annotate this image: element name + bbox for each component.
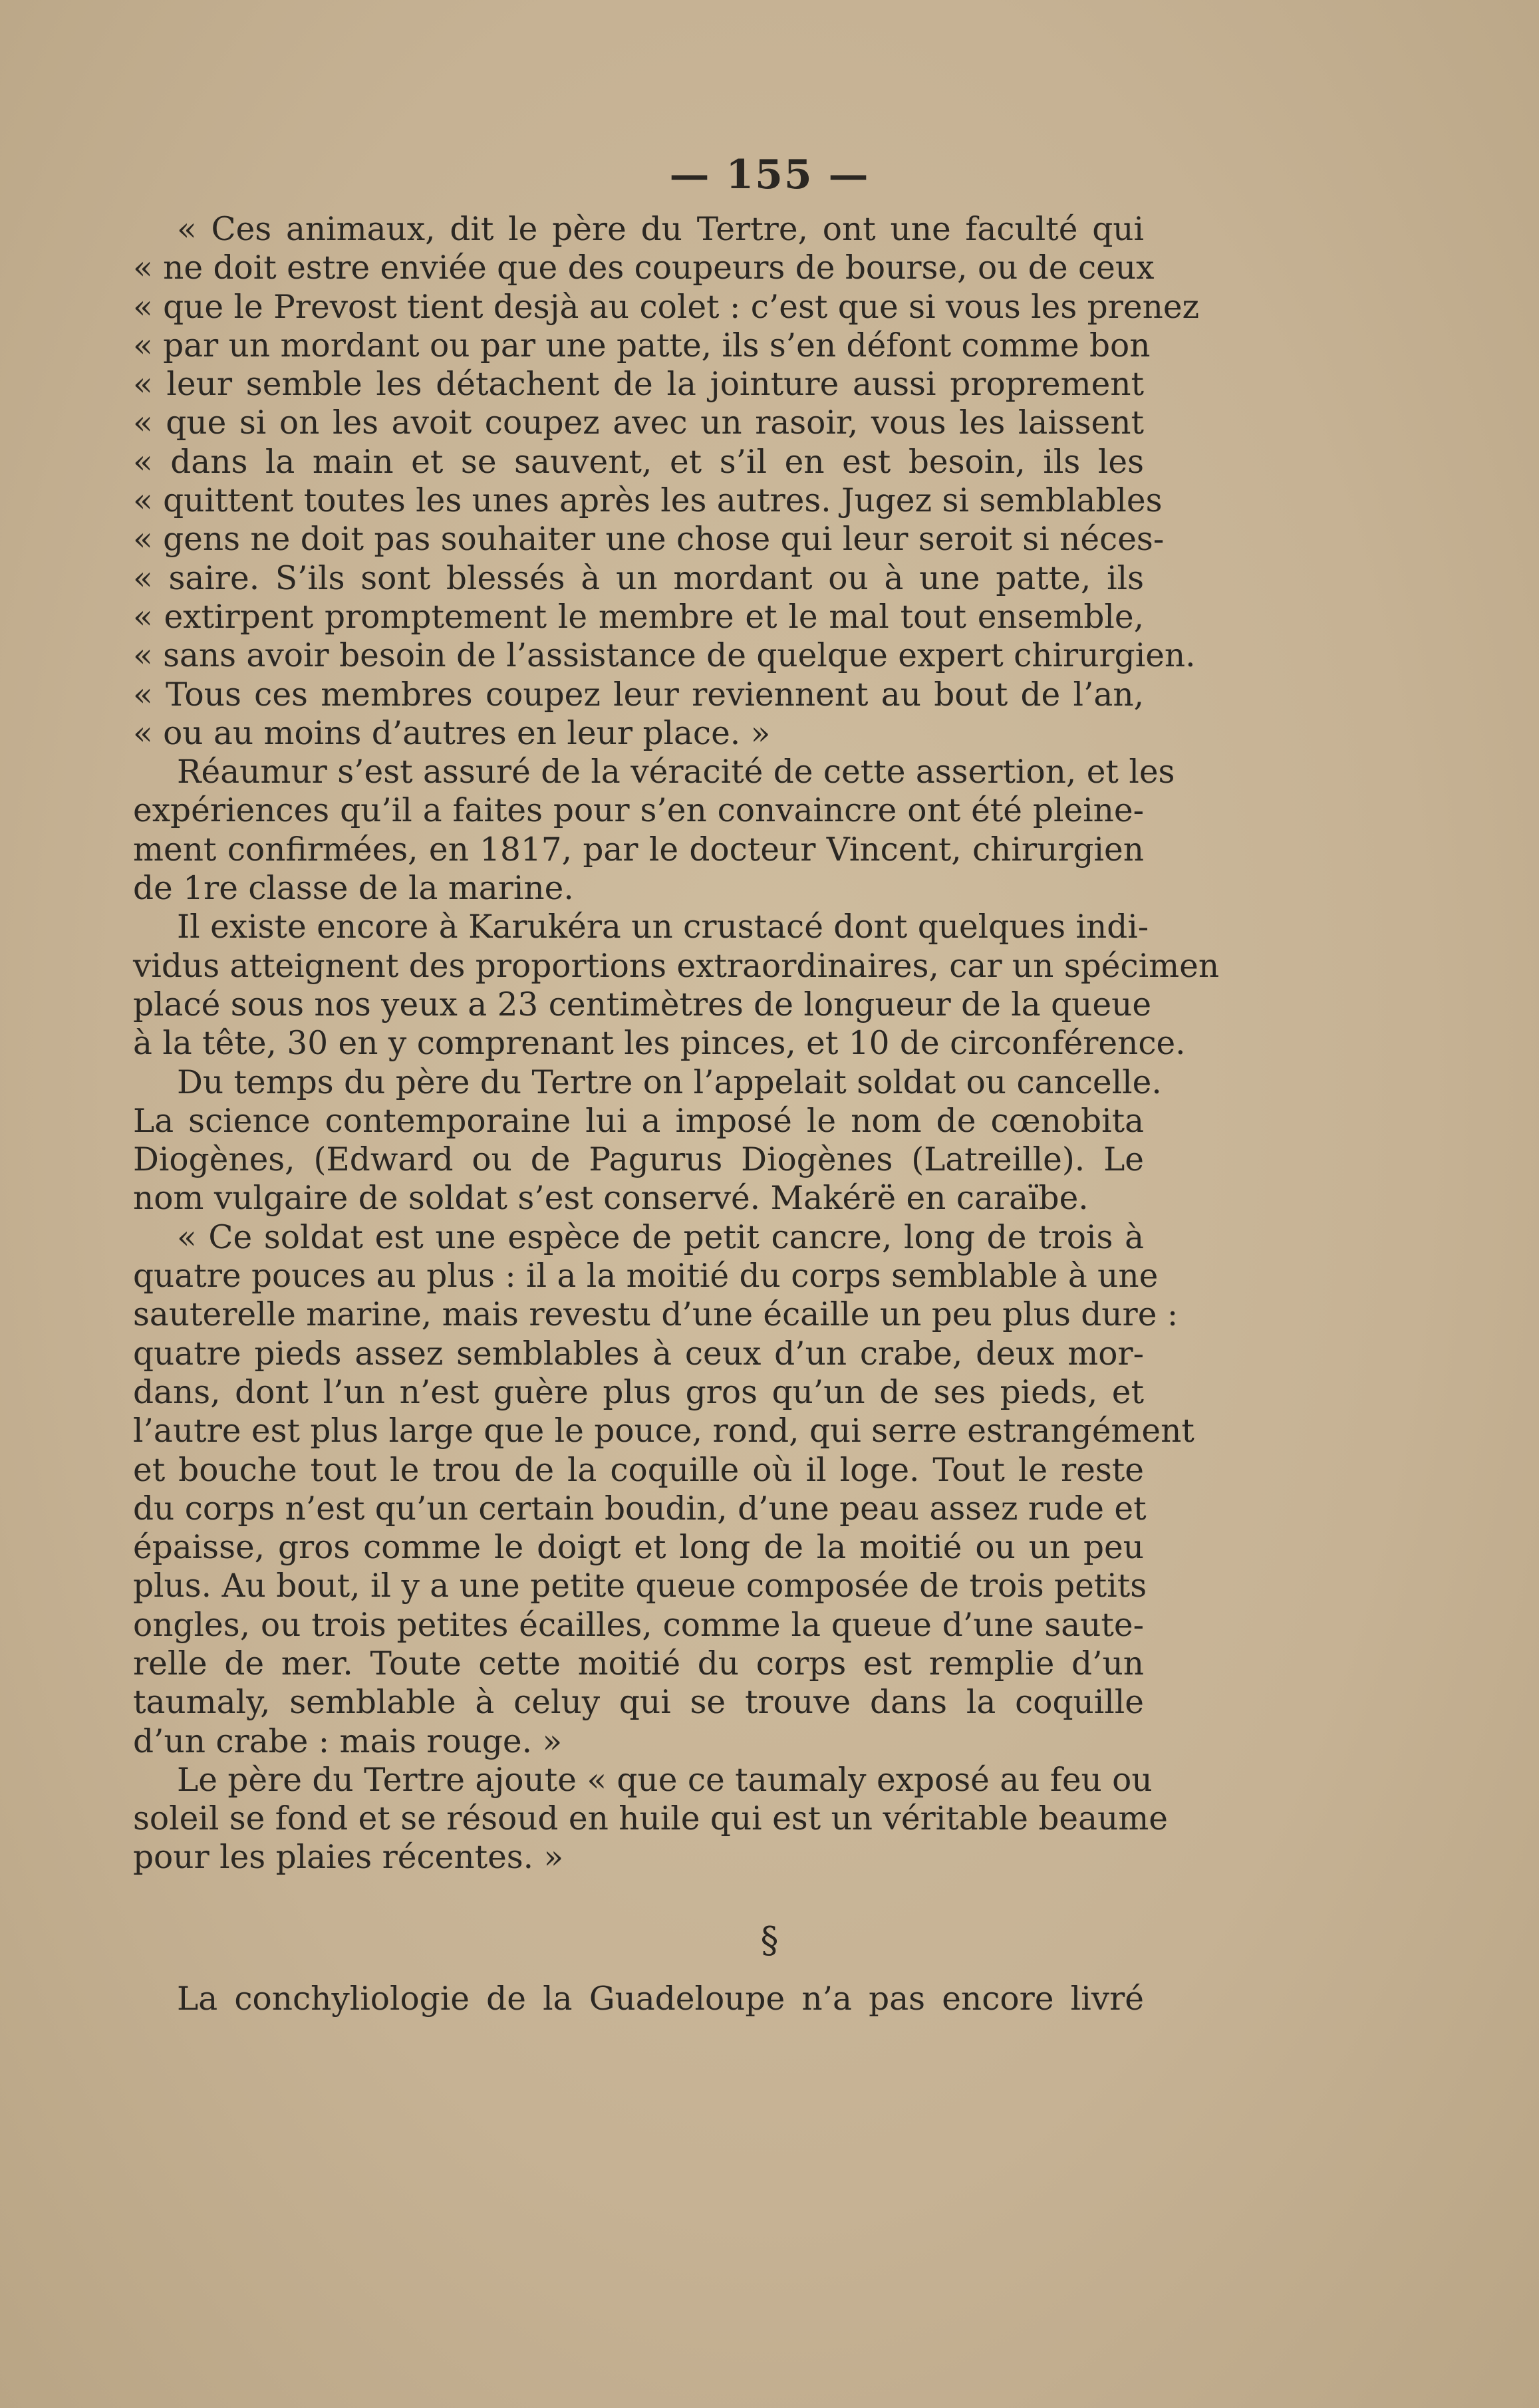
text-line: l’autre est plus large que le pouce, rond, qui serre estrangément xyxy=(133,1412,1194,1450)
text-line: La science contemporaine lui a imposé le nom de cœnobita xyxy=(133,1102,1144,1140)
final-line: La conchyliologie de la Guadeloupe n’a pas encore livré xyxy=(177,1980,1144,2018)
text-line: « Tous ces membres coupez leur reviennent au bout de l’an, xyxy=(133,676,1144,714)
page-number: — 155 — xyxy=(669,152,870,198)
text-line: relle de mer. Toute cette moitié du corps est remplie d’un xyxy=(133,1645,1144,1682)
text-line: épaisse, gros comme le doigt et long de la moitié ou un peu xyxy=(133,1529,1144,1567)
text-line: quatre pieds assez semblables à ceux d’un crabe, deux mor- xyxy=(133,1335,1144,1373)
text-line: nom vulgaire de soldat s’est conservé. Makérë en caraïbe. xyxy=(133,1180,1089,1218)
text-line: Le père du Tertre ajoute « que ce taumaly exposé au feu ou xyxy=(177,1761,1153,1799)
text-line: de 1re classe de la marine. xyxy=(133,870,574,908)
body-text xyxy=(133,210,1220,1877)
text-line: quatre pouces au plus : il a la moitié du corps semblable à une xyxy=(133,1258,1159,1295)
text-line: pour les plaies récentes. » xyxy=(133,1839,564,1877)
text-line: sauterelle marine, mais revestu d’une écaille un peu plus dure : xyxy=(133,1296,1179,1334)
text-line: placé sous nos yeux a 23 centimètres de longueur de la queue xyxy=(133,986,1152,1023)
text-line: et bouche tout le trou de la coquille où il loge. Tout le reste xyxy=(133,1451,1144,1489)
text-line: dans, dont l’un n’est guère plus gros qu’un de ses pieds, et xyxy=(133,1373,1144,1411)
text-line: « que le Prevost tient desjà au colet : c’est que si vous les prenez xyxy=(133,288,1200,326)
text-line: « gens ne doit pas souhaiter une chose qui leur seroit si néces- xyxy=(133,521,1165,559)
text-line: « leur semble les détachent de la jointure aussi proprement xyxy=(133,366,1144,404)
text-line: taumaly, semblable à celuy qui se trouve dans la coquille xyxy=(133,1684,1144,1722)
text-line: « Ces animaux, dit le père du Tertre, ont une faculté qui xyxy=(177,211,1144,248)
text-line: ment confirmées, en 1817, par le docteur Vincent, chirurgien xyxy=(133,831,1144,869)
text-line: plus. Au bout, il y a une petite queue composée de trois petits xyxy=(133,1567,1147,1605)
text-line: « saire. S’ils sont blessés à un mordant ou à une patte, ils xyxy=(133,559,1144,597)
text-line: « Ce soldat est une espèce de petit cancre, long de trois à xyxy=(177,1218,1144,1256)
text-line: « extirpent promptement le membre et le mal tout ensemble, xyxy=(133,598,1144,636)
section-mark: § xyxy=(760,1919,779,1961)
text-line: à la tête, 30 en y comprenant les pinces, et 10 de circonférence. xyxy=(133,1025,1186,1063)
text-line: d’un crabe : mais rouge. » xyxy=(133,1722,563,1760)
text-line: soleil se fond et se résoud en huile qui est un véritable beaume xyxy=(133,1800,1168,1838)
text-line: « par un mordant ou par une patte, ils s’en défont comme bon xyxy=(133,327,1151,364)
text-line: Il existe encore à Karukéra un crustacé dont quelques indi- xyxy=(177,908,1149,946)
text-line: « ou au moins d’autres en leur place. » xyxy=(133,714,771,752)
text-line: « sans avoir besoin de l’assistance de quelque expert chirurgien. xyxy=(133,637,1196,675)
text-line: Du temps du père du Tertre on l’appelait soldat ou cancelle. xyxy=(177,1063,1162,1101)
text-line: Réaumur s’est assuré de la véracité de cette assertion, et les xyxy=(177,753,1175,791)
text-line: Diogènes, (Edward ou de Pagurus Diogènes (Latreille). Le xyxy=(133,1141,1144,1179)
text-line: « ne doit estre enviée que des coupeurs de bourse, ou de ceux xyxy=(133,249,1155,287)
text-line: vidus atteignent des proportions extraordinaires, car un spécimen xyxy=(133,947,1220,985)
text-line: ongles, ou trois petites écailles, comme la queue d’une saute- xyxy=(133,1606,1144,1644)
text-line: « que si on les avoit coupez avec un rasoir, vous les laissent xyxy=(133,404,1144,442)
text-line: « quittent toutes les unes après les autres. Jugez si semblables xyxy=(133,482,1163,520)
text-line: expériences qu’il a faites pour s’en convaincre ont été pleine- xyxy=(133,792,1144,830)
text-line: du corps n’est qu’un certain boudin, d’une peau assez rude et xyxy=(133,1490,1147,1528)
text-line: « dans la main et se sauvent, et s’il en est besoin, ils les xyxy=(133,443,1144,481)
